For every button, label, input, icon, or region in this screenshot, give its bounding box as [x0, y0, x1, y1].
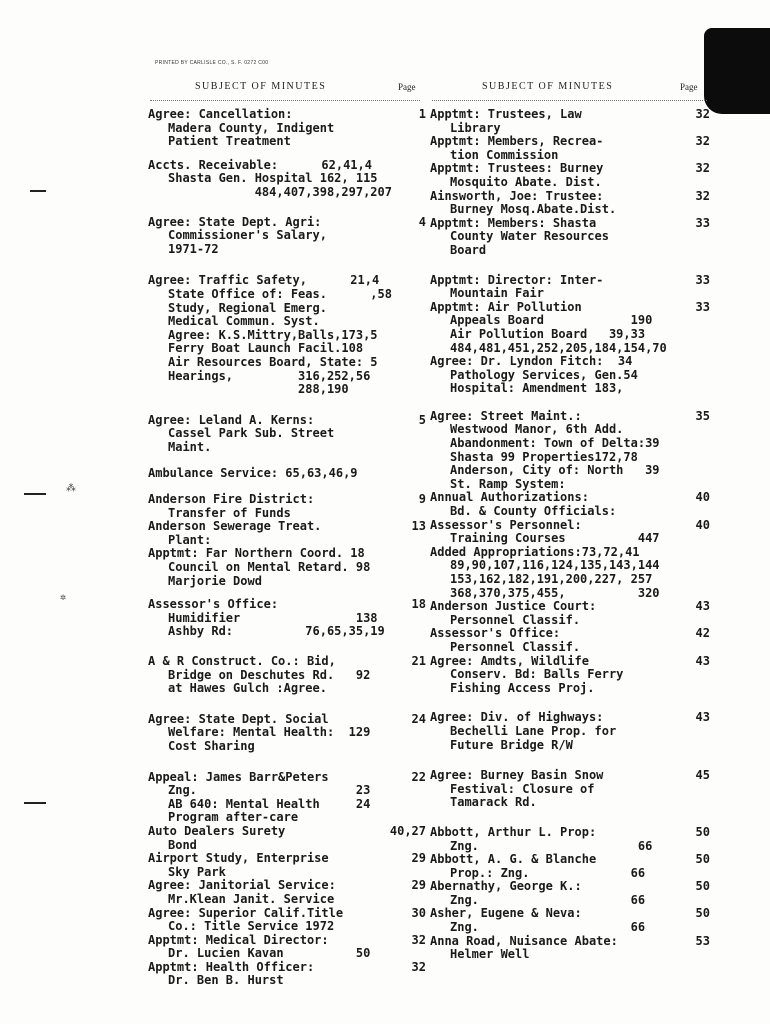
index-entry	[148, 934, 426, 961]
entry-subject: Agree: Superior Calif.Title	[148, 905, 344, 920]
entry-page-number: 29	[411, 851, 426, 866]
entry-detail: County Water Resources	[450, 229, 609, 244]
entry-page-number: 43	[695, 653, 710, 668]
entry-page-number: 50	[695, 879, 710, 894]
entry-page-number: 42	[695, 626, 710, 641]
entry-detail: State Office of: Feas. ,58	[168, 286, 392, 301]
entry-detail: Bridge on Deschutes Rd. 92	[168, 667, 371, 682]
entry-subject: Apptmt: Medical Director:	[148, 932, 329, 947]
entry-page-number: 40,27	[389, 823, 426, 838]
entry-subject: A & R Construct. Co.: Bid,	[148, 654, 336, 668]
entry-subject: Agree: State Dept. Agri:	[148, 214, 322, 229]
entry-subject: Apptmt: Members: Shasta	[430, 215, 597, 230]
header-rule-left	[150, 100, 420, 101]
entry-detail: Personnel Classif.	[450, 612, 581, 627]
entry-subject: Anna Road, Nuisance Abate:	[430, 933, 618, 948]
entry-subject: Agree: Traffic Safety, 21,4	[148, 273, 380, 288]
entry-detail: Air Pollution Board 39,33	[450, 326, 646, 341]
entry-page-number: 43	[695, 599, 710, 614]
entry-detail: Zng. 66	[450, 838, 653, 853]
entry-page-number: 50	[695, 824, 710, 839]
entry-detail: Plant:	[168, 532, 212, 547]
entry-page-number: 32	[695, 134, 710, 149]
entry-subject: Airport Study, Enterprise	[148, 851, 329, 866]
entry-detail: St. Ramp System:	[450, 476, 566, 491]
entry-detail: 89,90,107,116,124,135,143,144	[450, 558, 660, 573]
entry-page-number: 32	[411, 932, 426, 947]
entry-detail: Board	[450, 242, 487, 257]
entry-subject: Agree: State Dept. Social	[148, 711, 329, 726]
entry-page-number: 53	[695, 933, 710, 948]
index-entry	[430, 190, 710, 217]
index-entry	[148, 216, 426, 257]
entry-detail: Maint.	[168, 439, 212, 454]
entry-detail: Program after-care	[168, 810, 299, 825]
entry-detail: tion Commission	[450, 147, 559, 162]
entry-subject: Anderson Sewerage Treat.	[148, 519, 322, 534]
entry-page-number: 32	[695, 188, 710, 203]
header-page-left: Page	[398, 82, 416, 92]
index-entry	[148, 713, 426, 754]
entry-subject: Apptmt: Trustees: Burney	[430, 161, 604, 176]
index-entry	[430, 826, 710, 853]
entry-page-number: 32	[695, 161, 710, 176]
index-entry	[430, 108, 710, 135]
entry-page-number: 5	[418, 412, 426, 427]
entry-subject: Abbott, Arthur L. Prop:	[430, 824, 597, 839]
entry-page-number: 45	[695, 768, 710, 783]
index-column-right	[430, 108, 710, 962]
entry-subject: Ambulance Service: 65,63,46,9	[148, 466, 358, 481]
entry-subject: Apptmt: Far Northern Coord. 18	[148, 546, 365, 561]
entry-detail: Helmer Well	[450, 947, 530, 962]
entry-subject: Auto Dealers Surety	[148, 823, 286, 838]
entry-detail: Festival: Closure of	[450, 781, 595, 796]
entry-subject: Agree: Cancellation:	[148, 107, 293, 121]
index-entry	[430, 135, 710, 162]
entry-subject: Apptmt: Health Officer:	[148, 959, 315, 974]
entry-detail: Abandonment: Town of Delta:39	[450, 436, 660, 451]
entry-detail: Ashby Rd: 76,65,35,19	[168, 624, 385, 639]
entry-detail: Bechelli Lane Prop. for	[450, 723, 617, 738]
entry-subject: Assessor's Personnel:	[430, 517, 582, 532]
entry-subject: Asher, Eugene & Neva:	[430, 906, 582, 921]
entry-detail: Agree: K.S.Mittry,Balls,173,5	[168, 327, 378, 342]
entry-page-number: 29	[411, 878, 426, 893]
entry-detail: Burney Mosq.Abate.Dist.	[450, 202, 617, 217]
entry-page-number: 13	[411, 519, 426, 534]
entry-page-number: 24	[411, 711, 426, 726]
entry-page-number: 21	[411, 654, 426, 668]
entry-page-number: 22	[411, 769, 426, 784]
entry-subject: Agree: Leland A. Kerns:	[148, 412, 315, 427]
entry-detail: Library	[450, 120, 501, 135]
entry-detail: 484,481,451,252,205,184,154,70	[450, 340, 667, 355]
entry-page-number: 50	[695, 852, 710, 867]
entry-detail: Zng. 66	[450, 920, 646, 935]
entry-subject: Abbott, A. G. & Blanche	[430, 852, 597, 867]
entry-detail: Commissioner's Salary,	[168, 228, 327, 243]
index-entry	[430, 907, 710, 934]
entry-detail: Westwood Manor, 6th Add.	[450, 422, 624, 437]
index-entry	[148, 274, 426, 396]
entry-detail: AB 640: Mental Health 24	[168, 796, 371, 811]
index-entry	[148, 159, 426, 200]
entry-detail: Co.: Title Service 1972	[168, 919, 335, 934]
entry-detail: Pathology Services, Gen.54	[450, 367, 638, 382]
entry-detail: Prop.: Zng. 66	[450, 865, 646, 880]
entry-page-number: 35	[695, 408, 710, 423]
entry-detail: Cassel Park Sub. Street	[168, 426, 335, 441]
index-entry	[430, 627, 710, 654]
entry-detail: Air Resources Board, State: 5	[168, 354, 378, 369]
index-entry	[148, 493, 426, 520]
index-entry	[148, 598, 426, 639]
entry-subject: Anderson Justice Court:	[430, 599, 597, 614]
index-entry	[430, 274, 710, 301]
index-entry	[430, 711, 710, 752]
entry-detail: Mountain Fair	[450, 286, 544, 301]
entry-detail: Transfer of Funds	[168, 505, 291, 520]
index-entry	[430, 880, 710, 907]
header-page-right: Page	[680, 82, 698, 92]
entry-subject: Appeal: James Barr&Peters	[148, 769, 329, 784]
entry-subject: Agree: Janitorial Service:	[148, 878, 336, 893]
entry-subject: Agree: Dr. Lyndon Fitch: 34	[430, 354, 633, 369]
entry-detail: Appeals Board 190	[450, 313, 653, 328]
index-entry	[148, 655, 426, 696]
index-column-left	[148, 108, 426, 988]
index-entry	[430, 546, 710, 600]
entry-detail: Hearings, 316,252,56	[168, 368, 371, 383]
entry-subject: Agree: Street Maint.:	[430, 408, 582, 423]
index-entry	[148, 771, 426, 825]
index-entry	[430, 519, 710, 546]
index-entry	[430, 301, 710, 355]
header-rule-right	[432, 100, 707, 101]
entry-subject: Added Appropriations:73,72,41	[430, 544, 640, 559]
entry-subject: Apptmt: Air Pollution	[430, 299, 582, 314]
entry-detail: Cost Sharing	[168, 738, 255, 753]
entry-detail: Welfare: Mental Health: 129	[168, 725, 371, 740]
entry-page-number: 32	[411, 959, 426, 974]
entry-detail: Personnel Classif.	[450, 639, 581, 654]
entry-detail: Mr.Klean Janit. Service	[168, 891, 335, 906]
entry-detail: Conserv. Bd: Balls Ferry	[450, 667, 624, 682]
index-entry	[148, 852, 426, 879]
index-entry	[148, 108, 426, 149]
entry-page-number: 40	[695, 517, 710, 532]
entry-detail: Future Bridge R/W	[450, 737, 573, 752]
entry-page-number: 9	[418, 492, 426, 507]
index-entry	[430, 491, 710, 518]
entry-page-number: 1	[418, 107, 426, 121]
entry-subject: Apptmt: Trustees, Law	[430, 107, 582, 121]
index-entry	[430, 853, 710, 880]
index-entry	[430, 600, 710, 627]
entry-subject: Anderson Fire District:	[148, 492, 315, 507]
entry-detail: Zng. 23	[168, 783, 371, 798]
entry-detail: Shasta 99 Properties172,78	[450, 449, 638, 464]
scan-edge-shadow	[704, 28, 770, 114]
entry-detail: Training Courses 447	[450, 531, 660, 546]
index-entry	[430, 769, 710, 810]
entry-detail: Humidifier 138	[168, 610, 378, 625]
index-entry	[148, 825, 426, 852]
entry-detail: Medical Commun. Syst.	[168, 314, 320, 329]
entry-page-number: 4	[418, 214, 426, 229]
entry-detail: Fishing Access Proj.	[450, 680, 595, 695]
printer-imprint: PRINTED BY CARLISLE CO., S. F. 0272 C00	[155, 60, 269, 66]
entry-detail: Patient Treatment	[168, 134, 291, 149]
scan-speck: ✲	[60, 592, 67, 603]
entry-detail: 153,162,182,191,200,227, 257	[450, 572, 653, 586]
entry-page-number: 18	[411, 597, 426, 612]
entry-detail: Study, Regional Emerg.	[168, 300, 327, 315]
entry-detail: 368,370,375,455, 320	[450, 585, 660, 600]
entry-page-number: 33	[695, 215, 710, 230]
entry-detail: Madera County, Indigent	[168, 120, 335, 135]
index-entry	[430, 162, 710, 189]
index-entry	[148, 961, 426, 988]
entry-detail: Mosquito Abate. Dist.	[450, 174, 602, 189]
entry-subject: Agree: Amdts, Wildlife	[430, 653, 589, 668]
entry-subject: Assessor's Office:	[430, 626, 561, 641]
entry-detail: 288,190	[168, 382, 349, 397]
entry-detail: Bd. & County Officials:	[450, 504, 617, 519]
index-entry	[148, 467, 426, 481]
entry-detail: Anderson, City of: North 39	[450, 463, 660, 478]
entry-detail: 484,407,398,297,207	[168, 184, 392, 199]
index-entry	[430, 217, 710, 258]
scan-speck: ⁂	[66, 483, 76, 494]
index-entry	[148, 547, 426, 588]
header-subject-right: SUBJECT OF MINUTES	[482, 81, 614, 92]
entry-detail: Marjorie Dowd	[168, 573, 262, 588]
margin-mark	[24, 493, 46, 495]
entry-detail: Tamarack Rd.	[450, 795, 537, 810]
index-entry	[148, 414, 426, 455]
entry-subject: Assessor's Office:	[148, 597, 279, 612]
entry-detail: Hospital: Amendment 183,	[450, 381, 624, 396]
margin-mark	[24, 802, 46, 804]
entry-subject: Apptmt: Director: Inter-	[430, 272, 604, 287]
entry-subject: Annual Authorizations:	[430, 490, 589, 505]
index-entry	[430, 355, 710, 396]
entry-page-number: 33	[695, 299, 710, 314]
entry-detail: Zng. 66	[450, 892, 646, 907]
entry-subject: Agree: Div. of Highways:	[430, 710, 604, 725]
index-entry	[148, 907, 426, 934]
entry-detail: at Hawes Gulch :Agree.	[168, 681, 327, 696]
entry-page-number: 33	[695, 272, 710, 287]
entry-detail: Shasta Gen. Hospital 162, 115	[168, 171, 378, 186]
margin-mark	[30, 190, 46, 192]
entry-subject: Accts. Receivable: 62,41,4	[148, 157, 372, 172]
entry-subject: Ainsworth, Joe: Trustee:	[430, 188, 604, 203]
entry-page-number: 40	[695, 490, 710, 505]
entry-detail: Bond	[168, 837, 197, 852]
entry-page-number: 43	[695, 710, 710, 725]
entry-detail: Council on Mental Retard. 98	[168, 560, 371, 575]
entry-detail: Ferry Boat Launch Facil.108	[168, 341, 364, 356]
entry-detail: Dr. Ben B. Hurst	[168, 973, 284, 988]
entry-page-number: 32	[695, 107, 710, 121]
index-entry	[430, 410, 710, 492]
entry-page-number: 50	[695, 906, 710, 921]
entry-detail: Dr. Lucien Kavan 50	[168, 946, 371, 961]
entry-page-number: 30	[411, 905, 426, 920]
entry-subject: Abernathy, George K.:	[430, 879, 582, 894]
entry-detail: 1971-72	[168, 241, 219, 256]
index-entry	[430, 935, 710, 962]
index-entry	[148, 879, 426, 906]
entry-subject: Apptmt: Members, Recrea-	[430, 134, 604, 149]
header-subject-left: SUBJECT OF MINUTES	[195, 81, 327, 92]
index-entry	[148, 520, 426, 547]
index-entry	[430, 655, 710, 696]
entry-detail: Sky Park	[168, 864, 226, 879]
entry-subject: Agree: Burney Basin Snow	[430, 768, 604, 783]
